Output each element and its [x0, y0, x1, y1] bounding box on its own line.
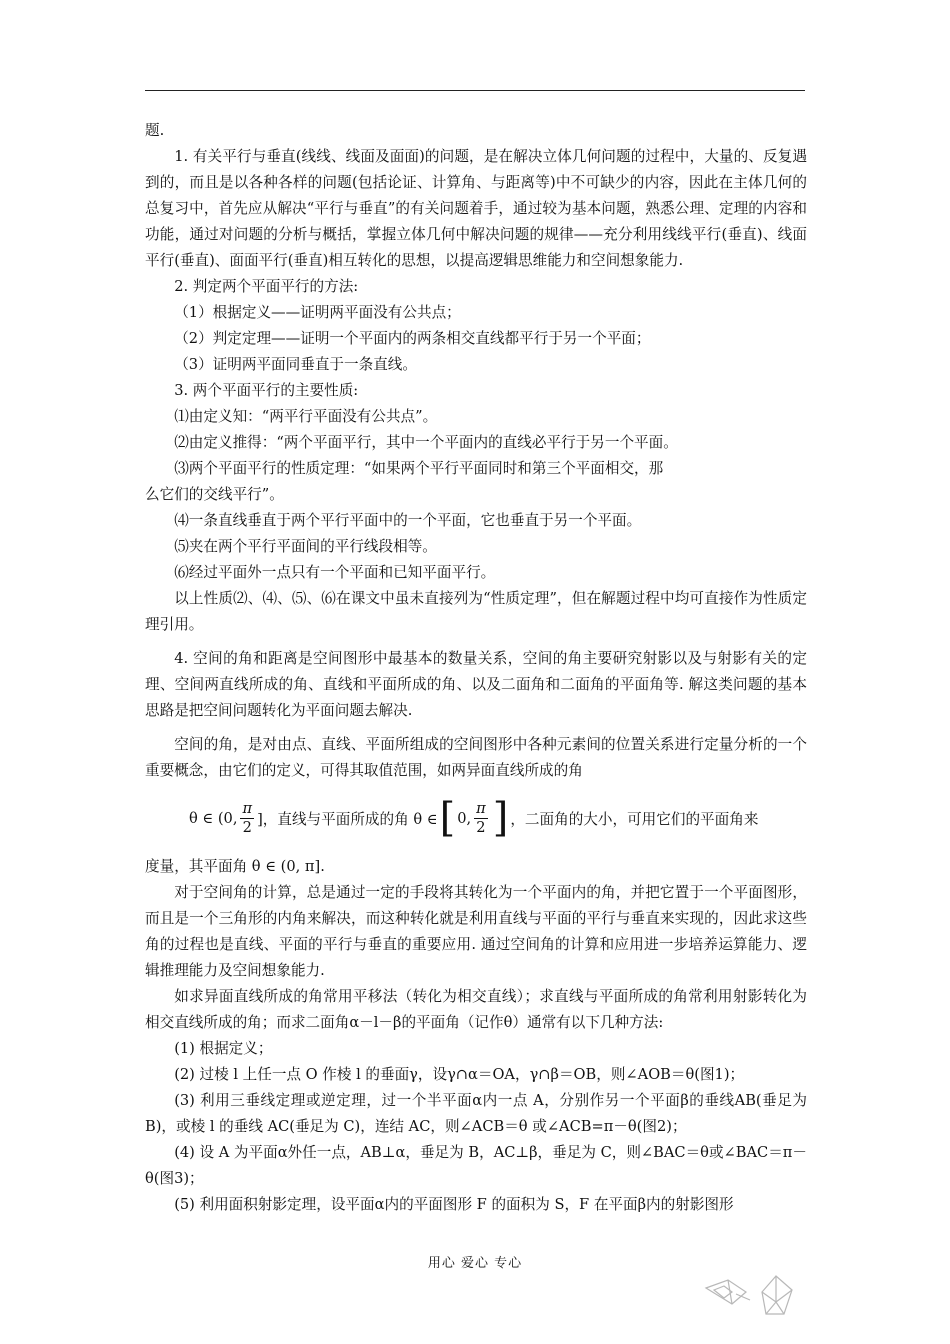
list-item: (3) 利用三垂线定理或逆定理，过一个半平面α内一点 A，分别作另一个平面β的垂线AB(垂足为 B)，或棱 l 的垂线 AC(垂足为 C)，连结 AC，则∠ACB＝θ 或∠ACB=π－θ(图2)；: [145, 1092, 807, 1135]
fraction-numerator: π: [476, 799, 486, 817]
text-line: 度量，其平面角 θ ∈ (0, π].: [145, 858, 325, 875]
list-item: ⑹经过平面外一点只有一个平面和已知平面平行。: [174, 564, 496, 581]
document-body: [145, 118, 807, 1218]
math-formula-line: [145, 788, 807, 848]
fraction-denominator: 2: [476, 818, 486, 836]
list-item-continued: 么它们的交线平行”。: [145, 486, 284, 503]
geometry-logo-icon: [702, 1270, 802, 1330]
list-item: ⑸夹在两个平行平面间的平行线段相等。: [174, 538, 437, 555]
paragraph-2-heading: 2. 判定两个平面平行的方法:: [174, 278, 359, 295]
paragraph-6: 对于空间角的计算，总是通过一定的手段将其转化为一个平面内的角，并把它置于一个平面图形，而且是一个三角形的内角来解决，而这种转化就是利用直线与平面的平行与垂直来实现的，因此求这些角的过程也是直线、平面的平行与垂直的重要应用. 通过空间角的计算和应用进一步培养运算能力、逻辑推理能力及空间想象能力.: [145, 884, 807, 979]
list-item: ⑵由定义推得：“两个平面平行，其中一个平面内的直线必平行于另一个平面。: [174, 434, 678, 451]
paragraph-3-heading: 3. 两个平面平行的主要性质:: [174, 382, 359, 399]
paragraph-4: 4. 空间的角和距离是空间图形中最基本的数量关系，空间的角主要研究射影以及与射影有关的定理、空间两直线所成的角、直线和平面所成的角、以及二面角和二面角的平面角等. 解这类问题的基本思路是把空间问题转化为平面问题去解决.: [145, 650, 807, 719]
math-text: ，二面角的大小，可用它们的平面角来: [510, 810, 759, 828]
paragraph-note: 以上性质⑵、⑷、⑸、⑹在课文中虽未直接列为“性质定理”，但在解题过程中均可直接作为性质定理引用。: [145, 590, 807, 633]
list-item: (4) 设 A 为平面α外任一点，AB⊥α，垂足为 B，AC⊥β，垂足为 C，则∠BAC＝θ或∠BAC＝π－θ(图3)；: [145, 1144, 807, 1187]
right-bracket: ]: [492, 795, 509, 841]
fraction-denominator: 2: [242, 818, 252, 836]
paragraph-7: 如求异面直线所成的角常用平移法（转化为相交直线）；求直线与平面所成的角常利用射影转化为相交直线所成的角；而求二面角α－l－β的平面角（记作θ）通常有以下几种方法:: [145, 988, 807, 1031]
paragraph-1: 1. 有关平行与垂直(线线、线面及面面)的问题，是在解决立体几何问题的过程中，大量的、反复遇到的，而且是以各种各样的问题(包括论证、计算角、与距离等)中不可缺少的内容，因此在主体几何的总复习中，首先应从解决“平行与垂直”的有关问题着手，通过较为基本问题，熟悉公理、定理的内容和功能，通过对问题的分析与概括，掌握立体几何中解决问题的规律——充分利用线线平行(垂直)、线面平行(垂直)、面面平行(垂直)相互转化的思想，以提高逻辑思维能力和空间想象能力.: [145, 148, 807, 269]
list-item: ⑴由定义知：“两平行平面没有公共点”。: [174, 408, 438, 425]
math-text: 0,: [457, 809, 472, 827]
left-bracket: [: [439, 795, 456, 841]
list-item: (1) 根据定义；: [174, 1040, 273, 1057]
list-item: （1）根据定义——证明两平面没有公共点；: [174, 304, 461, 321]
paragraph-5: 空间的角，是对由点、直线、平面所组成的空间图形中各种元素间的位置关系进行定量分析的一个重要概念，由它们的定义，可得其取值范围，如两异面直线所成的角: [145, 736, 807, 779]
list-item: ⑷一条直线垂直于两个平行平面中的一个平面，它也垂直于另一个平面。: [174, 512, 642, 529]
text-line: 题.: [145, 122, 165, 139]
page-footer: 用心 爱心 专心: [427, 1256, 523, 1271]
math-text: ]，直线与平面所成的角 θ ∈: [257, 810, 438, 828]
fraction-numerator: π: [242, 799, 253, 817]
list-item: (5) 利用面积射影定理，设平面α内的平面图形 F 的面积为 S，F 在平面β内的射影图形: [174, 1196, 734, 1213]
list-item: （3）证明两平面同垂直于一条直线。: [174, 356, 417, 373]
pi-over-2-fraction: [474, 800, 488, 837]
list-item: （2）判定定理——证明一个平面内的两条相交直线都平行于另一个平面；: [174, 330, 651, 347]
math-text: θ ∈ (0,: [189, 809, 238, 827]
header-rule: [145, 90, 805, 91]
list-item: ⑶两个平面平行的性质定理：“如果两个平行平面同时和第三个平面相交，那: [174, 460, 664, 477]
list-item: (2) 过棱 l 上任一点 O 作棱 l 的垂面γ，设γ∩α＝OA，γ∩β＝OB，则∠AOB＝θ(图1)；: [174, 1066, 745, 1083]
pi-over-2-fraction: [240, 800, 254, 837]
